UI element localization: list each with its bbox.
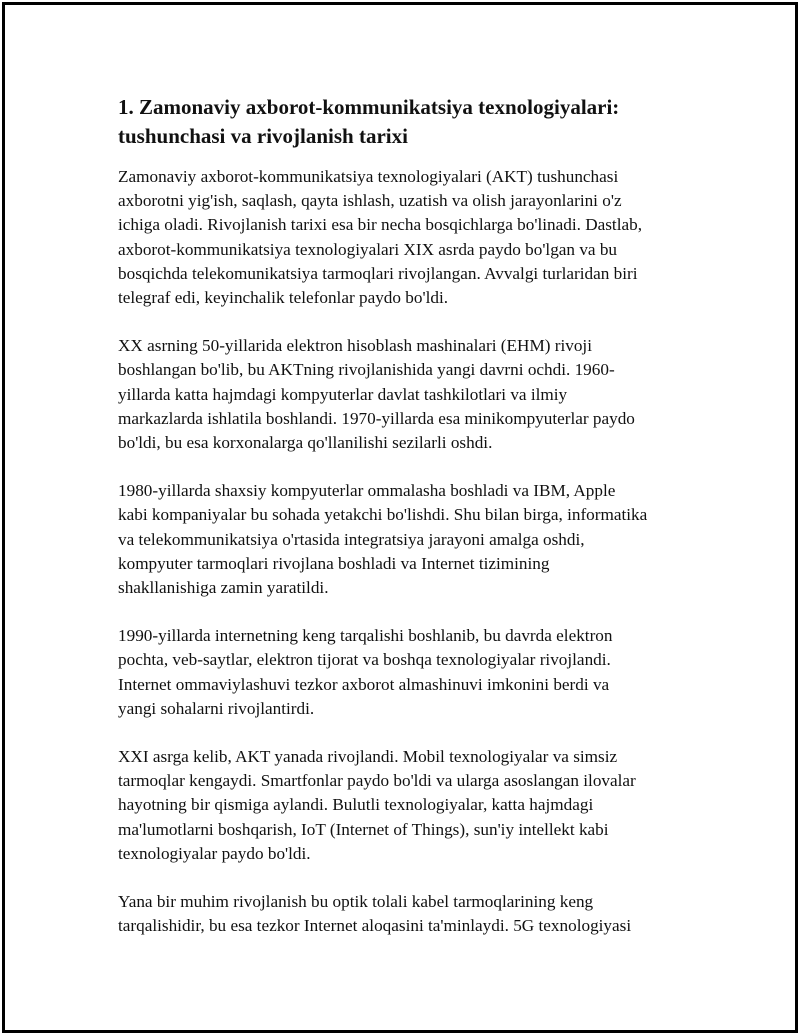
section-title: 1. Zamonaviy axborot-kommunikatsiya texnologiyalari: tushunchasi va rivojlanish tarixi bbox=[118, 95, 620, 148]
paragraph-2: XX asrning 50-yillarida elektron hisoblash mashinalari (EHM) rivoji boshlangan bo'lib, bu AKTning rivojlanishida yangi davrni ochdi. 1960- yillarda katta hajmdagi kompyuterlar davlat tashkilotlari va ilmiy markazlarda ishlatila boshlandi. 1970-yillarda esa minikompyuterlar paydo bo'ldi, bu esa korxonalarga qo'llanilishi sezilarli oshdi. bbox=[118, 336, 635, 453]
document-body bbox=[118, 93, 698, 938]
paragraph-1: Zamonaviy axborot-kommunikatsiya texnologiyalari (AKT) tushunchasi axborotni yig'ish, saqlash, qayta ishlash, uzatish va olish jarayonlarini o'z ichiga oladi. Rivojlanish tarixi esa bir necha bosqichlarga bo'linadi. Dastlab, axborot-kommunikatsiya texnologiyalari XIX asrda paydo bo'lgan va bu bosqichda telekomunikatsiya tarmoqlari rivojlangan. Avvalgi turlaridan biri telegraf edi, keyinchalik telefonlar paydo bo'ldi. bbox=[118, 167, 643, 308]
paragraph-6: Yana bir muhim rivojlanish bu optik tolali kabel tarmoqlarining keng tarqalishidir, bu esa tezkor Internet aloqasini ta'minlaydi. 5G texnologiyasi bbox=[118, 892, 632, 936]
paragraph-4: 1990-yillarda internetning keng tarqalishi boshlanib, bu davrda elektron pochta, veb-saytlar, elektron tijorat va boshqa texnologiyalar rivojlandi. Internet ommaviylashuvi tezkor axborot almashinuvi imkonini berdi va yangi sohalarni rivojlantirdi. bbox=[118, 626, 613, 718]
paragraph-3: 1980-yillarda shaxsiy kompyuterlar ommalasha boshladi va IBM, Apple kabi kompaniyalar bu sohada yetakchi bo'lishdi. Shu bilan birga, informatika va telekommunikatsiya o'rtasida integratsiya jarayoni amalga oshdi, kompyuter tarmoqlari rivojlana boshladi va Internet tizimining shakllanishiga zamin yaratildi. bbox=[118, 481, 648, 598]
paragraph-5: XXI asrga kelib, AKT yanada rivojlandi. Mobil texnologiyalar va simsiz tarmoqlar kengaydi. Smartfonlar paydo bo'ldi va ularga asoslangan ilovalar hayotning bir qismiga aylandi. Bulutli texnologiyalar, katta hajmdagi ma'lumotlarni boshqarish, IoT (Internet of Things), sun'iy intellekt kabi texnologiyalar paydo bo'ldi. bbox=[118, 747, 636, 863]
